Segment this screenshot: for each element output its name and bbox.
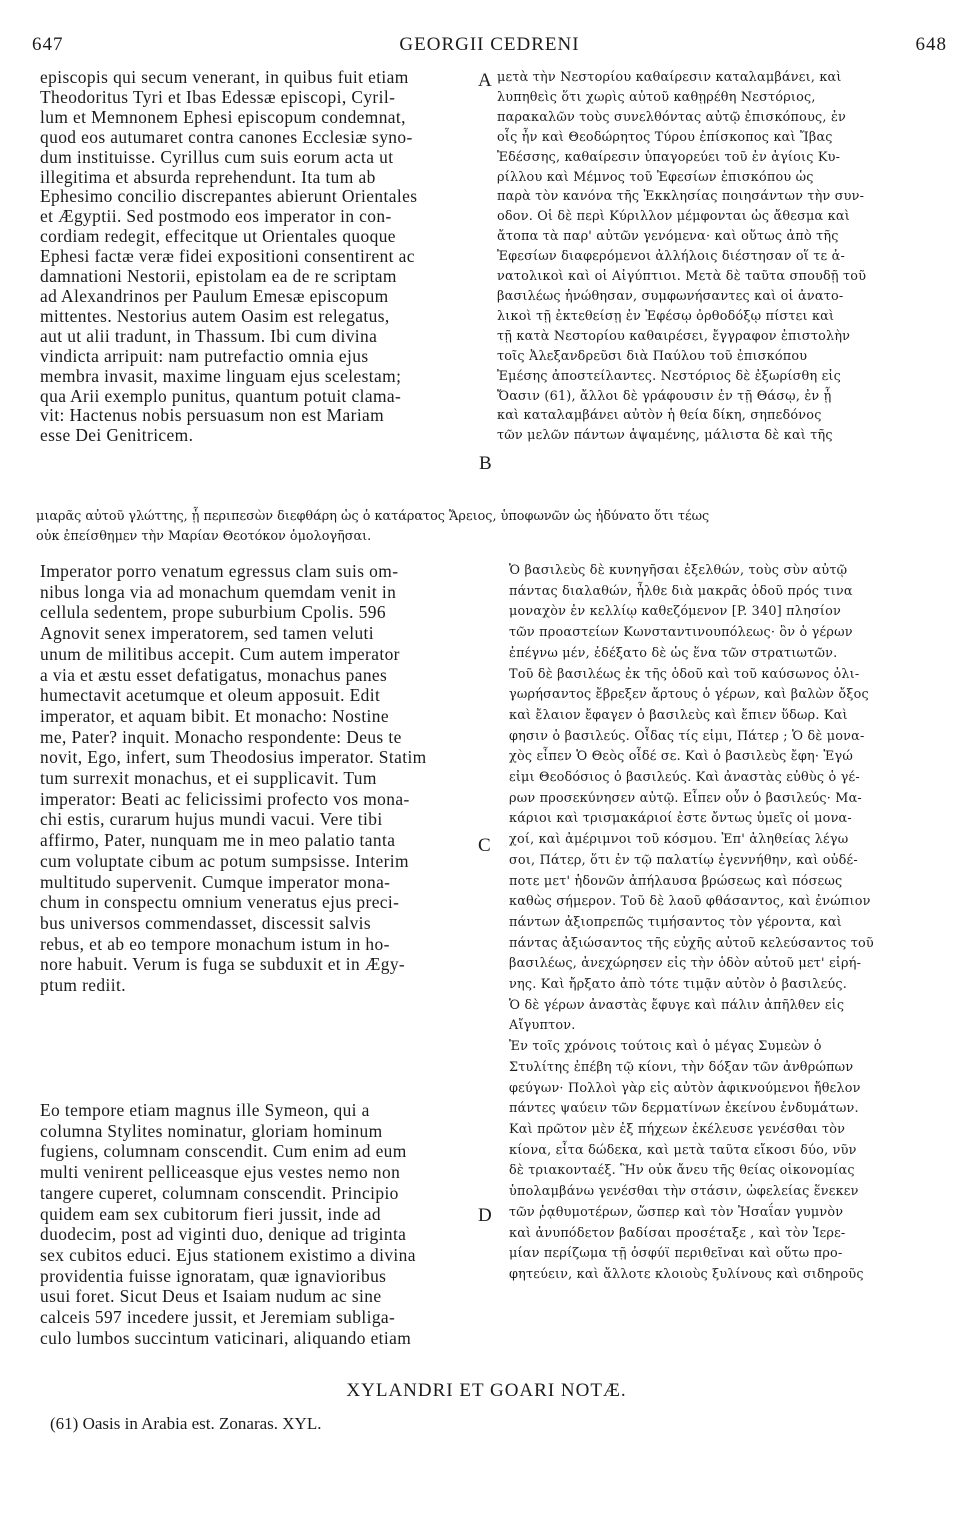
text-line: Ἐδέσσης, καθαίρεσιν ὑπαγορεύει τοῦ ἐν ἁγίοις Κυ- [497, 149, 841, 165]
footnote: (61) Oasis in Arabia est. Zonaras. XYL. [50, 1414, 322, 1433]
text-line: Ἐμέσης ἀποστείλαντες. Νεστόριος δὲ ἐξωρίσθη εἰς [497, 368, 842, 384]
text-line: nore habuit. Verum is fuga se subduxit et in Ægy- [40, 954, 406, 975]
text-line: νης. Καὶ ἤρξατο ἀπὸ τότε τιμᾷν αὐτὸν ὁ βασιλεύς. [509, 977, 848, 993]
text-line: Ἐφεσίων διαφερόμενοι ἀλλήλοις διέστησαν οἵ τε ἀ- [497, 249, 846, 265]
section-marker-d: D [478, 1205, 492, 1226]
text-line: culo lumbos succintum vaticinari, aliquando etiam [40, 1327, 412, 1348]
text-line: episcopis qui secum venerant, in quibus fuit etiam [40, 67, 409, 87]
text-line: bus universos commendasset, discessit salvis [40, 912, 372, 933]
text-line: παρακαλῶν τοὺς συνελθόντας αὐτῷ ἐπισκόπους, ἐν [497, 109, 847, 125]
text-line: humectavit acetumque et oleum apposuit. Edit [40, 685, 381, 706]
text-line: sex cubitos educi. Ejus stationem existimo a divina [40, 1244, 416, 1265]
text-line: imperator: Beati ac felicissimi profecto vos mona- [40, 788, 410, 809]
text-line: Τοῦ δὲ βασιλέως ἐκ τῆς ὁδοῦ καὶ τοῦ καύσωνος ὀλι- [509, 666, 860, 682]
text-line: mittentes. Nestorius autem Oasim est relegatus, [40, 305, 390, 326]
text-line: fugiens, columnam conscendit. Cum enim ad eum [40, 1141, 407, 1162]
latin-column-middle [40, 561, 427, 996]
text-line: cum voluptate cibum ac potum sumpsisse. Interim [40, 850, 409, 871]
text-line: aut ut alii tradunt, in Thassum. Ibi cum divina [40, 325, 378, 346]
text-line: unum de militibus accepit. Cum autem imperator [40, 643, 400, 664]
text-line: μοναχὸν ἐν κελλίῳ καθεζόμενον [P. 340] πλησίον [509, 604, 841, 620]
text-line: membra invasit, maxime linguam ejus scelestam; [40, 365, 402, 386]
text-line: dum instituisse. Cyrillus cum suis eorum acta ut [40, 146, 394, 167]
text-line: Ὁ βασιλεὺς δὲ κυνηγῆσαι ἐξελθών, τοὺς σὺν αὐτῷ [509, 563, 848, 578]
text-line: πάντες ψαύειν τῶν δερματίνων ἐκείνου ἐνδυμάτων. [509, 1101, 859, 1117]
text-line: λικοὶ τῇ ἐκτεθείσῃ ἐν Ἐφέσῳ ὀρθοδόξῳ πίστει καὶ [497, 308, 835, 324]
text-line: Αἴγυπτον. [509, 1018, 576, 1034]
text-line: multi venirent pelliceasque ejus vestes nemo non [40, 1162, 401, 1183]
text-line: σοι, Πάτερ, ὅτι ἐν τῷ παλατίῳ ἐγεννήθην, καὶ οὐδέ- [509, 852, 858, 868]
text-line: ὑπολαμβάνω γενέσθαι τὴν στάσιν, ὠφελείας ἕνεκεν [509, 1184, 859, 1200]
text-line: τῶν προαστείων Κωνσταντινουπόλεως· ὃν ὁ γέρων [509, 625, 853, 641]
text-line: me, Pater? inquit. Monacho respondente: Deus te [40, 726, 402, 747]
section-marker-c: C [478, 835, 491, 856]
page-number-left: 647 [32, 34, 64, 55]
text-line: cellula sedentem, prope suburbium Cpolis. 596 [40, 602, 386, 623]
text-line: λυπηθεὶς ὅτι χωρὶς αὐτοῦ καθῃρέθη Νεστόριος, [497, 89, 816, 105]
text-line: tangere cuperet, columnam conscendit. Principio [40, 1182, 399, 1203]
text-line: νατολικοὶ καὶ οἱ Αἰγύπτιοι. Μετὰ δὲ ταῦτα σπουδῇ τοῦ [497, 269, 867, 285]
text-line: Ephesimo concilio discrepantes abierunt Orientales [40, 186, 418, 207]
text-line: chi estis, curarum hujus mundi vacui. Vere tibi [40, 809, 383, 830]
text-line: μετὰ τὴν Νεστορίου καθαίρεσιν καταλαμβάνει, καὶ [497, 70, 842, 85]
text-line: quod eos autumaret contra canones Ecclesiæ syno- [40, 126, 413, 147]
greek-full-width-lines [36, 507, 946, 547]
text-line: Eo tempore etiam magnus ille Symeon, qui a [40, 1100, 370, 1120]
text-line: δὲ τριακονταέξ. Ἣν οὐκ ἄνευ τῆς θείας οἰκονομίας [509, 1163, 855, 1179]
text-line: χοί, καὶ ἀμέριμνοι τοῦ κόσμου. Ἐπ' ἀληθείας λέγω [509, 832, 849, 848]
text-line: φεύγων· Πολλοὶ γὰρ εἰς αὐτὸν ἀφικνούμενοι ἤθελον [509, 1080, 861, 1096]
text-line: εἰμι Θεοδόσιος ὁ βασιλεύς. Καὶ ἀναστὰς εὐθὺς ὁ γέ- [509, 770, 860, 786]
text-line: quidem eam sex cubitorum fieri jussit, inde ad [40, 1203, 382, 1224]
text-line: Ἐν τοῖς χρόνοις τούτοις καὶ ὁ μέγας Συμεὼν ὁ [509, 1039, 822, 1055]
text-line: χὸς εἶπεν Ὁ Θεὸς οἶδέ σε. Καὶ ὁ βασιλεὺς ἔφη· Ἐγώ [509, 749, 854, 765]
text-line: Ὁ δὲ γέρων ἀναστὰς ἔφυγε καὶ πάλιν ἀπῆλθεν εἰς [509, 997, 845, 1013]
text-line: Agnovit senex imperatorem, sed tamen veluti [40, 623, 375, 644]
text-line: Στυλίτης ἐπέβη τῷ κίονι, τὴν δόξαν τῶν ἀνθρώπων [509, 1059, 854, 1075]
section-marker-b: B [479, 453, 492, 474]
text-line: τῇ κατὰ Νεστορίου καθαιρέσει, ἔγγραφον ἐπιστολὴν [497, 328, 851, 344]
text-line: Ephesi factæ veræ fidei expositioni consentirent ac [40, 246, 415, 267]
text-line: βασιλέως ἡνώθησαν, συμφωνήσαντες καὶ οἱ ἀνατο- [497, 288, 844, 304]
text-line: πάντων ἀξιοπρεπῶς τιμήσαντος τὸν γέροντα, καὶ [509, 914, 842, 930]
text-line: damnationi Nestorii, epistolam ea de re scriptam [40, 266, 397, 287]
notes-heading: XYLANDRI ET GOARI NOTÆ. [346, 1380, 627, 1401]
text-line: rebus, et ab eo tempore monachum istum in ho- [40, 933, 390, 954]
text-line: καὶ ἔλαιον ἔφαγεν ὁ βασιλεὺς καὶ ἔπιεν ὕδωρ. Καὶ [509, 707, 848, 723]
section-marker-a: A [478, 70, 492, 91]
text-line: οὐκ ἐπείσθημεν τὴν Μαρίαν Θεοτόκον ὁμολογῆσαι. [36, 529, 372, 544]
text-line: illegitima et absurda reprehendunt. Ita tum ab [40, 166, 376, 187]
text-line: Imperator porro venatum egressus clam suis om- [40, 561, 399, 581]
text-line: ptum rediit. [40, 975, 126, 996]
text-line: esse Dei Genitricem. [40, 425, 194, 446]
text-line: providentia fuisse ignoratam, quæ ignavioribus [40, 1265, 387, 1286]
text-line: et Ægyptii. Sed postmodo eos imperator in con- [40, 206, 392, 227]
text-line: μίαν περίζωμα τῇ ὀσφύϊ περιθεῖναι καὶ οὕτω προ- [509, 1246, 843, 1262]
text-line: tum surrexit monachus, et ei supplicavit. Tum [40, 768, 377, 789]
text-line: calceis 597 incedere jussit, et Jeremiam subliga- [40, 1307, 396, 1328]
text-line: γωρήσαντος ἔβρεξεν ἄρτους ὁ γέρων, καὶ βαλὼν ὄξος [509, 687, 869, 703]
text-line: chum in conspectu omnium veneratus ejus preci- [40, 892, 400, 913]
text-line: cordiam redegit, effecitque ut Orientales quoque [40, 226, 396, 247]
text-line: columna Stylites nominatur, gloriam hominum [40, 1120, 383, 1141]
latin-column-top [40, 68, 417, 446]
text-line: τοῖς Ἀλεξανδρεῦσι διὰ Παύλου τοῦ ἐπισκόπου [497, 348, 808, 364]
latin-column-lower [40, 1100, 416, 1348]
text-line: nibus longa via ad monachum quemdam venit in [40, 581, 397, 602]
text-line: ἄτοπα τὰ παρ' αὐτῶν γενόμενα· καὶ οὕτως ἀπὸ τῆς [497, 229, 839, 245]
text-line: Theodoritus Tyri et Ibas Edessæ episcopi, Cyril- [40, 86, 396, 107]
page-number-right: 648 [915, 34, 947, 55]
text-line: παρὰ τὸν κανόνα τῆς Ἐκκλησίας ποιησάντων τὴν συν- [497, 189, 865, 205]
text-line: φησιν ὁ βασιλεύς. Οἶδας τίς εἰμι, Πάτερ ; Ὁ δὲ μονα- [509, 728, 865, 744]
greek-column-top [497, 68, 866, 446]
text-line: καὶ ἀνυπόδετον βαδίσαι προσέταξε , καὶ τὸν Ἱερε- [509, 1225, 846, 1241]
text-line: ρίλλου καὶ Μέμνος τοῦ Ἐφεσίων ἐπισκόπου ὡς [497, 169, 814, 185]
text-line: τῶν ῥᾳθυμοτέρων, ὥσπερ καὶ τὸν Ἠσαΐαν γυμνὸν [509, 1204, 844, 1220]
text-line: μιαρᾶς αὐτοῦ γλώττης, ᾗ περιπεσὼν διεφθάρη ὡς ὁ κατάρατος Ἄρειος, ὑποφωνῶν ὡς ἠδύνατο ὅτι τέως [36, 509, 710, 524]
greek-column-lower [509, 561, 874, 1286]
text-line: καὶ καταλαμβάνει αὐτὸν ἡ θεία δίκη, σηπεδόνος [497, 408, 822, 424]
text-line: imperator, et aquam bibit. Et monacho: Nostine [40, 705, 390, 726]
text-line: βασιλέως, ἀνεχώρησεν εἰς τὴν ὁδὸν αὐτοῦ μετ' εἰρή- [509, 956, 862, 972]
text-line: πάντας ἀξιώσαντος τῆς εὐχῆς αὐτοῦ κελεύσαντος τοῦ [509, 935, 874, 951]
text-line: qua Arii exemplo punitus, quantum potuit clama- [40, 385, 402, 406]
text-line: ἐπέγνω μέν, ἐδέξατο δὲ ὡς ἕνα τῶν στρατιωτῶν. [509, 645, 838, 661]
text-line: novit, Ego, infert, sum Theodosius imperator. Statim [40, 747, 427, 768]
text-line: usui foret. Sicut Deus et Isaiam nudum ac sine [40, 1286, 382, 1307]
text-line: καθὼς σήμερον. Τοῦ δὲ λαοῦ φθάσαντος, καὶ ἐνώπιον [509, 894, 871, 910]
text-line: Καὶ πρῶτον μὲν ἐξ πήχεων ἐκέλευσε γενέσθαι τὸν [509, 1121, 846, 1137]
text-line: φητεύειν, καὶ ἄλλοτε κλοιοὺς ξυλίνους καὶ σιδηροῦς [509, 1266, 864, 1282]
running-title: GEORGII CEDRENI [399, 34, 580, 55]
text-line: πάντας διαλαθών, ἦλθε διὰ μακρᾶς ὁδοῦ πρός τινα [509, 583, 853, 599]
text-line: vindicta arripuit: nam putrefactio omnia ejus [40, 345, 369, 366]
text-line: ad Alexandrinos per Paulum Emesæ episcopum [40, 285, 389, 306]
text-line: οἷς ἦν καὶ Θεοδώρητος Τύρου ἐπίσκοπος καὶ Ἴβας [497, 129, 833, 145]
text-line: duodecim, post ad viginti duo, denique ad triginta [40, 1224, 407, 1245]
text-line: τῶν μελῶν πάντων ἁψαμένης, μάλιστα δὲ καὶ τῆς [497, 428, 833, 444]
text-line: vit: Hactenus nobis persuasum non est Mariam [40, 405, 385, 426]
text-line: κίονα, εἶτα δώδεκα, καὶ μετὰ ταῦτα εἴκοσι δύο, νῦν [509, 1142, 857, 1158]
text-line: multitudo supervenit. Cumque imperator mona- [40, 871, 391, 892]
text-line: ποτε μετ' ἡδονῶν ἀπήλαυσα βρώσεως καὶ πόσεως [509, 873, 843, 889]
text-line: ρων προσεκύνησεν αὐτῷ. Εἶπεν οὖν ὁ βασιλεύς· Μα- [509, 790, 862, 806]
text-line: οδον. Οἱ δὲ περὶ Κύριλλον μέμφονται ὡς ἄθεσμα καὶ [497, 209, 850, 225]
text-line: affirmo, Pater, nunquam me in meo palatio tanta [40, 830, 396, 851]
running-header [32, 34, 947, 56]
text-line: a via et æstu esset defatigatus, monachus panes [40, 664, 388, 685]
text-line: κάριοι καὶ τρισμακάριοί ἐστε ὄντως ὑμεῖς οἱ μονα- [509, 811, 852, 827]
text-line: Ὄασιν (61), ἄλλοι δὲ γράφουσιν ἐν τῇ Θάσῳ, ἐν ᾗ [497, 388, 832, 404]
text-line: lum et Memnonem Ephesi episcopum condemnat, [40, 106, 406, 127]
